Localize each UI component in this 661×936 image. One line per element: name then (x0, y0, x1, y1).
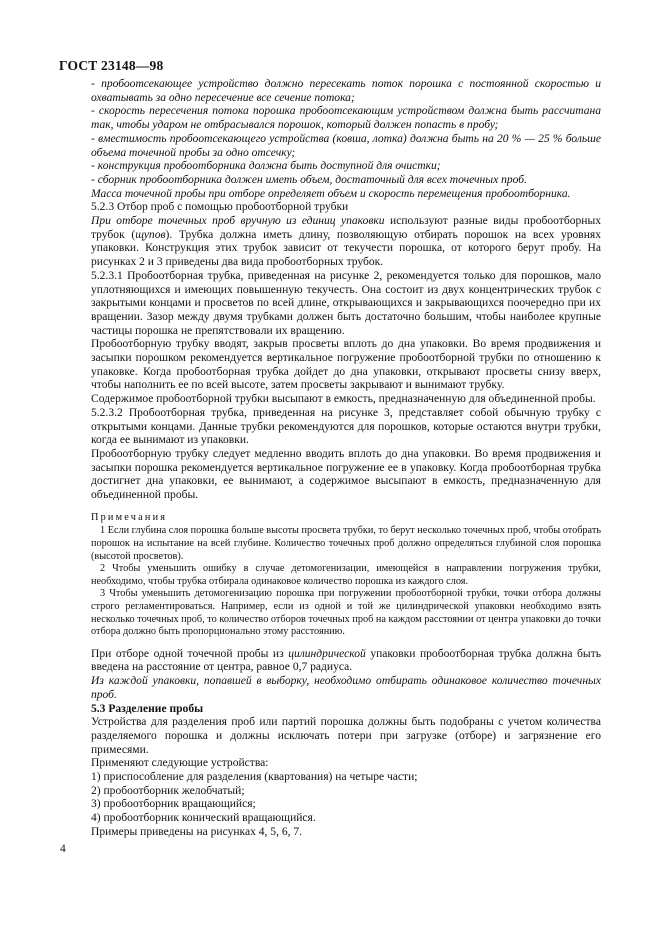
section-5-2-3-paragraph (91, 215, 601, 270)
notes-block (91, 512, 601, 639)
section-5-3-paragraph-3: Примеры приведены на рисунках 4, 5, 6, 7. (91, 825, 303, 838)
note-1: 1 Если глубина слоя порошка больше высоты просвета трубки, то берут несколько точечных проб, чтобы отобрать порошок на испытание на всей глубине. Количество точечных проб должно определяться глубиной слоя порошка (высотой просветов). (91, 525, 601, 562)
section-5-2-3-italic: При отборе точечных проб вручную из единиц упаковки (91, 215, 385, 228)
requirement-2: - скорость пересечения потока порошка пробоотсекающим устройством должна быть рассчитана так, чтобы ударом не отбрасывался порошок, который должен попасть в пробу; (91, 105, 601, 132)
after-notes-italic: цилиндрической (288, 647, 366, 660)
section-5-2-3-2: 5.2.3.2 Пробоотборная трубка, приведенная на рисунке 3, представляет собой обычную трубку с открытыми концами. Данные трубки рекомендуются для порошков, которые остаются внутри трубки, когда ее вынимают из упаковки. (91, 406, 601, 447)
section-5-3-paragraph-1: Устройства для разделения проб или партий порошка должны быть подобраны с учетом количества разделяемого порошка и должны исключать потери при загрузке (отборе) и загрязнение его примесями. (91, 716, 601, 756)
section-5-2-3-title: 5.2.3 Отбор проб с помощью пробоотборной трубки (91, 201, 349, 214)
list-item: 2) пробоотборник желобчатый; (91, 784, 245, 797)
section-5-2-3-1: 5.2.3.1 Пробоотборная трубка, приведенная на рисунке 2, рекомендуется только для порошков, мало уплотняющихся и имеющих повышенную текучесть. Она состоит из двух концентрических трубок с закрытыми концами и просветов по всей длине, открывающихся и закрывающихся поочередно при их вращении. Зазор между двумя трубками должен быть достаточно большим, чтобы наиболее крупные частицы порошка не препятствовали их вращению. (91, 269, 601, 337)
list-item: 4) пробоотборник конический вращающийся. (91, 812, 316, 825)
section-5-2-3-text-2: ). Трубка должна иметь длину, позволяющую отбирать порошок на всех уровнях упаковки. Конструкция этих трубок зависит от текучести порошка, от которого берут пробу. На рисунках 2 и 3 приведены два вида пробоотборных трубок. (91, 228, 602, 269)
note-2: 2 Чтобы уменьшить ошибку в случае детомогенизации, имеющейся в направлении погружения трубки, необходимо, чтобы трубка отбирала одинаковое количество порошка из каждого слоя. (91, 563, 601, 587)
page-body (91, 78, 601, 840)
after-notes-paragraph-2: Из каждой упаковки, попавшей в выборку, необходимо отбирать одинаковое количество точечных проб. (91, 675, 601, 701)
list-item: 1) приспособление для разделения (квартования) на четыре части; (91, 771, 418, 784)
requirement-5: - сборник пробоотборника должен иметь объем, достаточный для всех точечных проб. (91, 173, 527, 186)
after-notes-text-a: При отборе одной точечной пробы из (91, 647, 289, 660)
section-5-2-3-text: используют разные виды пробоотборных трубок ( (91, 215, 601, 241)
section-5-2-3-italic-2: щупов (135, 228, 166, 241)
list-item: 3) пробоотборник вращающийся; (91, 798, 256, 811)
section-5-2-3-1-b: Пробоотборную трубку вводят, закрыв просветы вплоть до дна упаковки. Во время продвижения и засыпки порошком рекомендуется вертикальное погружение пробоотборной трубки по отношению к упаковке. Когда пробоотборная трубка дойдет до дна упаковки, открывают просветы снизу вверх, чтобы наполнить ее по всей высоте, затем просветы закрывают и вынимают трубку. (91, 338, 601, 392)
spacer (91, 639, 601, 648)
notes-title: Примечания (91, 511, 168, 523)
page-number: 4 (60, 843, 66, 855)
after-notes-text-b: упаковки пробоотборная трубка должна быть введена на расстояние от центра, равное 0,7 радиуса. (91, 647, 602, 674)
section-5-3-paragraph-2: Применяют следующие устройства: (91, 757, 269, 770)
note-3: 3 Чтобы уменьшить детомогенизацию порошка при погружении пробоотборной трубки, точки отбора должны строго регламентироваться. Например, если из одной и той же цилиндрической упаковки необходимо взять несколько точечных проб, то количество отборов точечных проб на каждом расстоянии от центра упаковки до точки отбора должно быть пропорционально этому расстоянию. (91, 588, 601, 638)
after-notes-paragraph-1 (91, 648, 601, 675)
spacer (91, 503, 601, 512)
requirement-3: - вместимость пробоотсекающего устройства (ковша, лотка) должна быть на 20 % — 25 % больше объема точечной пробы за одно отсечку; (91, 132, 601, 159)
section-5-2-3-1-c: Содержимое пробоотборной трубки высыпают в емкость, предназначенную для объединенной пробы. (91, 393, 596, 406)
section-5-3-title: 5.3 Разделение пробы (91, 702, 204, 715)
requirement-1: - пробоотсекающее устройство должно пересекать поток порошка с постоянной скоростью и охватывать за одно пересечение все сечение потока; (91, 78, 601, 104)
device-list (91, 771, 601, 826)
page-header: ГОСТ 23148—98 (59, 58, 164, 73)
mass-note: Масса точечной пробы при отборе определяет объем и скорость перемещения пробоотборника. (91, 187, 571, 200)
section-5-2-3-2-b: Пробоотборную трубку следует медленно вводить вплоть до дна упаковки. Во время продвижения и засыпки порошка рекомендуется вертикальное погружение ее в упаковку. Когда пробоотборная трубка достигнет дна упаковки, ее вынимают, а содержимое высыпают в емкость, предназначенную для объединенной пробы. (91, 447, 601, 502)
requirement-4: - конструкция пробоотборника должна быть доступной для очистки; (91, 160, 441, 173)
